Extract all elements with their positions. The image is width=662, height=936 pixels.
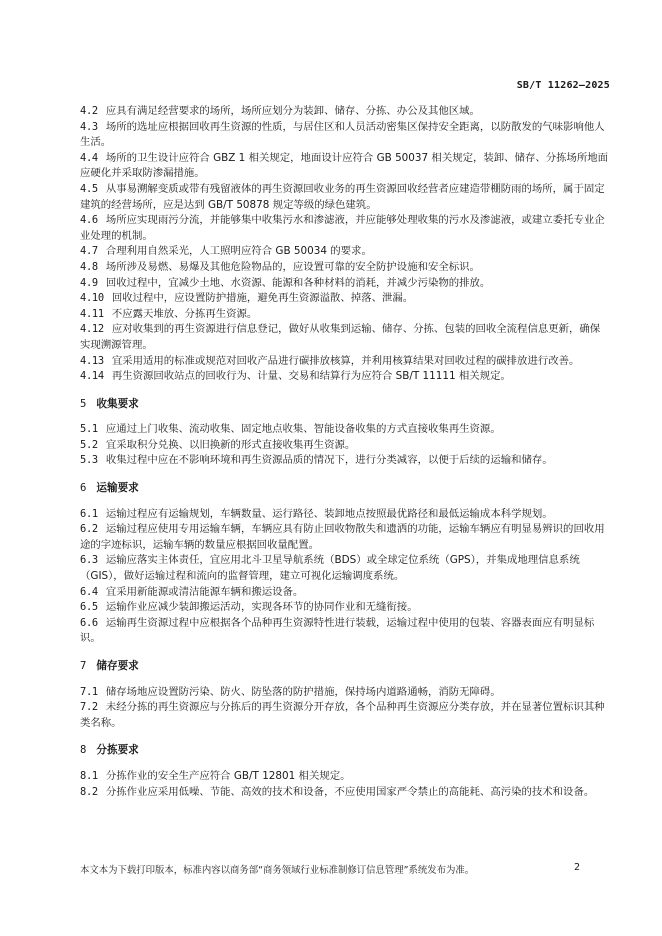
clause-number: 4.9 [80, 276, 98, 289]
clause [80, 600, 610, 616]
clause-number: 5.2 [80, 438, 98, 451]
section-heading [80, 659, 610, 675]
clause-text: 不应露天堆放、分拣再生资源。 [111, 307, 258, 320]
clause-number: 4.2 [80, 105, 98, 117]
section-heading [80, 397, 610, 413]
clause-number: 4.3 [80, 120, 98, 133]
clause-text: 再生资源回收站点的回收行为、计量、交易和结算行为应符合 SB/T 11111 相关规定。 [111, 370, 511, 383]
clause-text: 回收过程中，宜减少土地、水资源、能源和各种材料的消耗，并减少污染物的排放。 [105, 276, 491, 289]
clause-number: 8.2 [80, 785, 98, 798]
clause-number: 7.1 [80, 685, 98, 698]
clause [80, 685, 610, 701]
clause [80, 422, 610, 438]
document-code: SB/T 11262—2025 [516, 80, 610, 91]
clause [80, 507, 610, 523]
section-number: 5 [80, 397, 87, 410]
clause [80, 522, 610, 553]
document-body [80, 104, 610, 800]
clause-number: 4.6 [80, 214, 98, 227]
page-number: 2 [573, 862, 580, 873]
section-heading [80, 743, 610, 759]
clause-number: 7.2 [80, 701, 98, 714]
clause-number: 5.3 [80, 454, 98, 467]
clause-number: 4.11 [80, 307, 104, 320]
clause-text: 应通过上门收集、流动收集、固定地点收集、智能设备收集的方式直接收集再生资源。 [105, 423, 501, 436]
clause-number: 4.14 [80, 370, 104, 383]
clause-text: 运输过程应有运输规划，车辆数量、运行路径、装卸地点按照最优路径和最低运输成本科学规划。 [105, 507, 553, 520]
clause-text: 场所应实现雨污分流，并能够集中收集污水和渗滤液，并应能够处理收集的污水及渗滤液，或建立委托专业企业处理的机制。 [80, 214, 605, 242]
clause-number: 6.2 [80, 523, 98, 536]
clause [80, 260, 610, 276]
clause-text: 场所涉及易燃、易爆及其他危险物品的，应设置可靠的安全防护设施和安全标识。 [105, 260, 480, 273]
clause-number: 6.3 [80, 554, 98, 567]
clause [80, 553, 610, 584]
clause [80, 354, 610, 370]
clause-text: 应具有满足经营要求的场所，场所应划分为装卸、储存、分拣、办公及其他区域。 [105, 105, 480, 117]
clause [80, 438, 610, 454]
clause [80, 785, 610, 801]
clause-number: 6.1 [80, 507, 98, 520]
section-title: 分拣要求 [96, 744, 139, 757]
clause-number: 4.13 [80, 354, 104, 367]
clause-text: 应对收集到的再生资源进行信息登记，做好从收集到运输、储存、分拣、包装的回收全流程信息更新，确保实现溯源管理。 [80, 323, 601, 351]
section-number: 6 [80, 482, 87, 495]
clause [80, 700, 610, 731]
clause [80, 453, 610, 469]
clause-text: 运输应落实主体责任，宜应用北斗卫星导航系统（BDS）或全球定位系统（GPS），并集成地理信息系统（GIS），做好运输过程和流向的监督管理，建立可视化运输调度系统。 [80, 554, 580, 583]
clause [80, 182, 610, 213]
clause-number: 4.5 [80, 182, 98, 195]
clause [80, 291, 610, 307]
clause [80, 213, 610, 244]
section-number: 7 [80, 660, 87, 672]
clause-text: 合理利用自然采光，人工照明应符合 GB 50034 的要求。 [105, 245, 372, 258]
section-title: 收集要求 [96, 397, 139, 410]
clause-text: 宜采用新能源或清洁能源车辆和搬运设备。 [105, 585, 304, 598]
clause-number: 4.8 [80, 260, 98, 273]
clause-text: 回收过程中，应设置防护措施，避免再生资源溢散、掉落、泄漏。 [111, 292, 414, 305]
clause [80, 369, 610, 385]
section-title: 储存要求 [96, 660, 139, 672]
clause-text: 储存场地应设置防污染、防火、防坠落的防护措施，保持场内道路通畅，消防无障碍。 [105, 685, 501, 698]
clause-text: 宜采用适用的标准或规范对回收产品进行碳排放核算，并利用核算结果对回收过程的碳排放进行改善。 [111, 354, 580, 367]
clause-number: 4.10 [80, 292, 104, 305]
clause-text: 未经分拣的再生资源应与分拣后的再生资源分开存放，各个品种再生资源应分类存放，并在显著位置标识其种类名称。 [80, 701, 605, 729]
clause [80, 244, 610, 260]
clause [80, 120, 610, 151]
clause-text: 场所的卫生设计应符合 GBZ 1 相关规定，地面设计应符合 GB 50037 相关规定，装卸、储存、分拣场所地面应硬化并采取防渗漏措施。 [80, 151, 609, 180]
clause-number: 5.1 [80, 423, 98, 436]
clause [80, 307, 610, 323]
clause-number: 8.1 [80, 769, 98, 782]
clause [80, 322, 610, 353]
clause-number: 6.6 [80, 616, 98, 629]
clause-text: 运输再生资源过程中应根据各个品种再生资源特性进行装载，运输过程中使用的包装、容器表面应有明显标识。 [80, 616, 595, 645]
clause [80, 104, 610, 120]
clause-number: 4.7 [80, 245, 98, 258]
section-heading [80, 481, 610, 497]
clause-text: 分拣作业应采用低噪、节能、高效的技术和设备，不应使用国家严令禁止的高能耗、高污染的技术和设备。 [105, 785, 595, 798]
clause-number: 4.12 [80, 323, 104, 336]
clause [80, 616, 610, 647]
footer-notice: 本文本为下载打印版本，标准内容以商务部“商务领域行业标准制修订信息管理”系统发布为准。 [80, 865, 475, 876]
clause-text: 场所的选址应根据回收再生资源的性质，与居住区和人员活动密集区保持安全距离，以防散发的气味影响他人生活。 [80, 120, 605, 149]
clause-text: 从事易溯解变质或带有残留液体的再生资源回收业务的再生资源回收经营者应建造带棚防雨的场所，属于固定建筑的经营场所，应是达到 GB/T 50878 规定等级的绿色建筑。 [80, 182, 605, 211]
clause [80, 585, 610, 601]
clause-text: 运输过程应使用专用运输车辆，车辆应具有防止回收物散失和遗洒的功能，运输车辆应有明显易辨识的回收用途的字迹标识，运输车辆的数量应根据回收量配置。 [80, 523, 605, 551]
section-number: 8 [80, 744, 87, 757]
clause-text: 收集过程中应在不影响环境和再生资源品质的情况下，进行分类减容，以便于后续的运输和储存。 [105, 454, 553, 467]
clause-text: 分拣作业的安全生产应符合 GB/T 12801 相关规定。 [105, 769, 351, 782]
clause [80, 769, 610, 785]
clause-number: 6.4 [80, 585, 98, 598]
clause-number: 4.4 [80, 151, 98, 164]
clause [80, 151, 610, 182]
clause [80, 276, 610, 292]
clause-text: 运输作业应减少装卸搬运活动，实现各环节的协同作业和无缝衔接。 [105, 601, 418, 614]
section-title: 运输要求 [96, 482, 139, 495]
clause-text: 宜采取积分兑换、以旧换新的形式直接收集再生资源。 [105, 438, 356, 451]
clause-number: 6.5 [80, 601, 98, 614]
